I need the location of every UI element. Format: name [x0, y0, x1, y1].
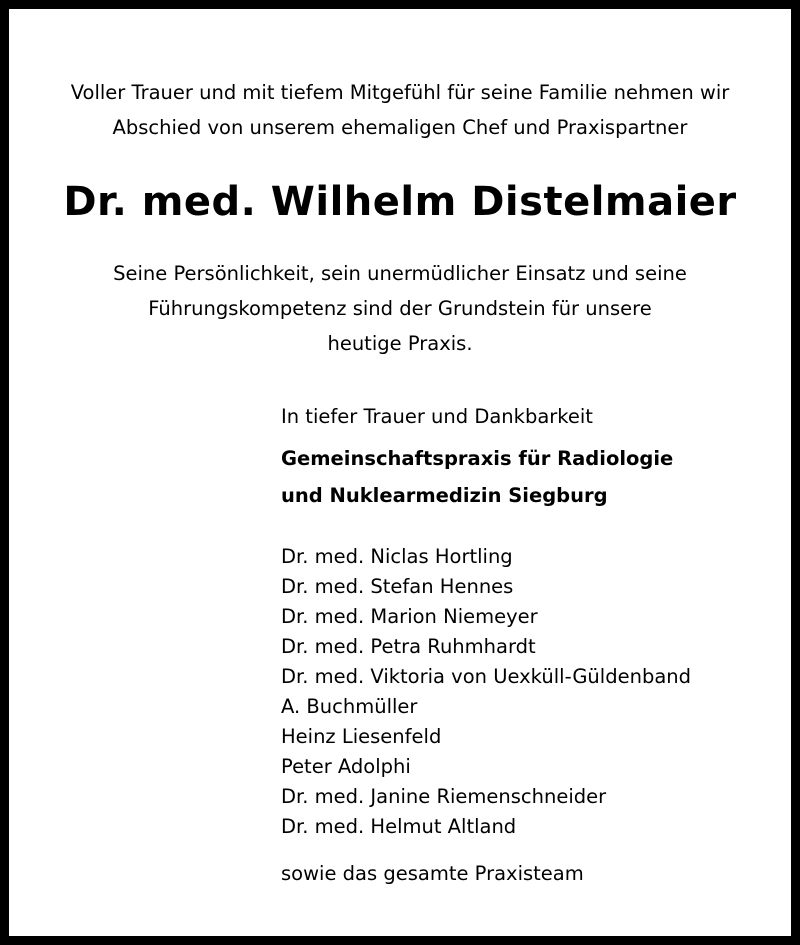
signer-name: Dr. med. Petra Ruhmhardt [281, 635, 536, 658]
tribute-line: heutige Praxis. [327, 332, 473, 355]
signer-name: Dr. med. Janine Riemenschneider [281, 785, 607, 808]
signer-name: Dr. med. Stefan Hennes [281, 575, 514, 598]
organization-line: und Nuklearmedizin Siegburg [281, 484, 608, 507]
tribute-line: Seine Persönlichkeit, sein unermüdlicher Einsatz und seine [113, 262, 687, 285]
tribute-line: Führungskompetenz sind der Grundstein für unsere [148, 297, 652, 320]
signer-name: A. Buchmüller [281, 695, 418, 718]
deceased-name: Dr. med. Wilhelm Distelmaier [63, 179, 737, 225]
intro-text [9, 75, 791, 145]
signer-name: Heinz Liesenfeld [281, 725, 442, 748]
signoff-block [281, 399, 781, 889]
signer-name: Dr. med. Viktoria von Uexküll-Güldenband [281, 665, 692, 688]
intro-line: Voller Trauer und mit tiefem Mitgefühl für seine Familie nehmen wir [70, 81, 730, 104]
organization-line: Gemeinschaftspraxis für Radiologie [281, 447, 674, 470]
signer-name: Dr. med. Niclas Hortling [281, 545, 513, 568]
organization-name [281, 440, 781, 514]
tribute-text [9, 256, 791, 361]
team-line: sowie das gesamte Praxisteam [281, 862, 584, 885]
signer-name: Peter Adolphi [281, 755, 411, 778]
signer-list [281, 542, 781, 842]
intro-line: Abschied von unserem ehemaligen Chef und Praxispartner [112, 116, 688, 139]
signer-name: Dr. med. Marion Niemeyer [281, 605, 538, 628]
closing-phrase: In tiefer Trauer und Dankbarkeit [281, 405, 593, 428]
signer-name: Dr. med. Helmut Altland [281, 815, 517, 838]
